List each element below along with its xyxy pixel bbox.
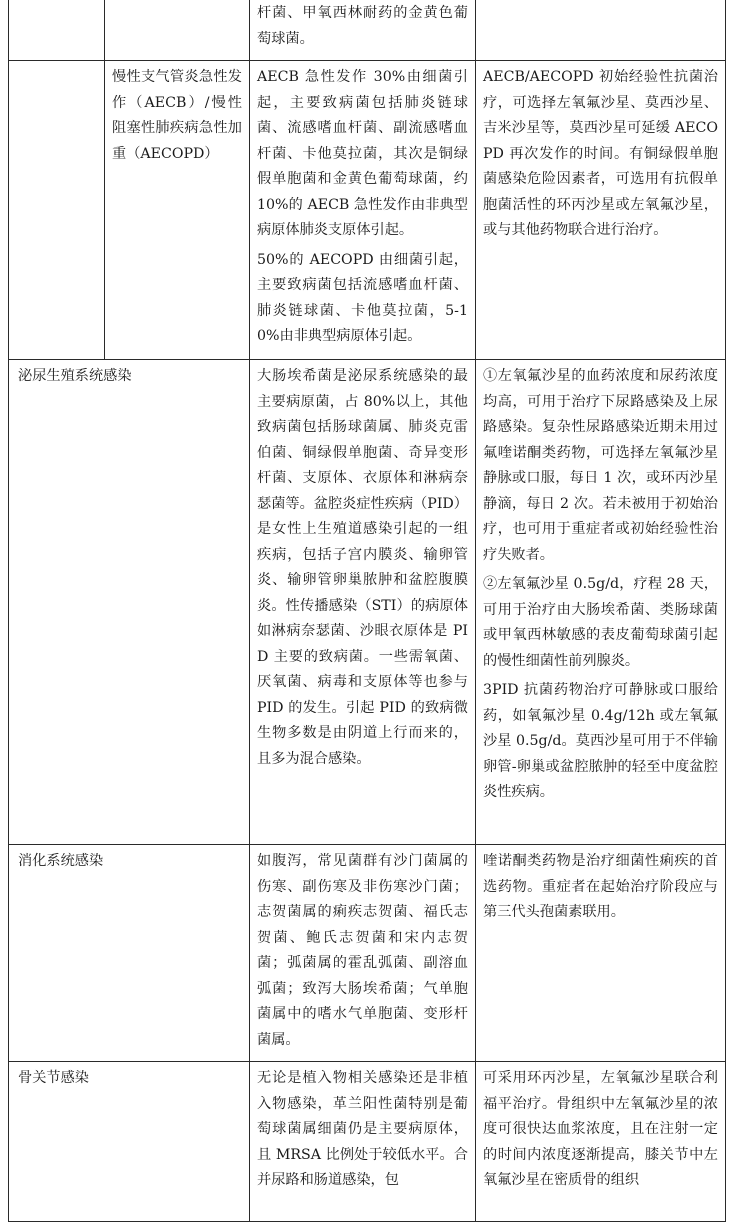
treatment-text: 喹诺酮类药物是治疗细菌性痢疾的首选药物。重症者在起始治疗阶段应与第三代头孢菌素联用。 xyxy=(483,853,718,920)
treatment-cell xyxy=(476,0,726,61)
category-cell xyxy=(9,845,250,1062)
pathogen-text: 无论是植入物相关感染还是非植入物感染，革兰阳性菌特别是葡萄球菌属细菌仍是主要病原体，且 MRSA 比例处于较低水平。合并尿路和肠道感染，包 xyxy=(257,1070,468,1188)
category-label: 骨关节感染 xyxy=(18,1070,89,1086)
pathogen-cell xyxy=(250,845,476,1062)
treatment-cell xyxy=(476,1062,726,1222)
antibiotic-indication-table xyxy=(8,0,726,1222)
category-cell xyxy=(9,1062,250,1222)
pathogen-text: 杆菌、甲氧西林耐药的金黄色葡萄球菌。 xyxy=(257,5,468,47)
treatment-text: ①左氧氟沙星的血药浓度和尿药浓度均高，可用于治疗下尿路感染及上尿路感染。复杂性尿路感染近期未用过氟喹诺酮类药物，可选择左氧氟沙星静脉或口服，每日 1 次，或环丙沙星静滴，每日 2 次。若未被用于初始治疗，也可用于重症者或初始经验性治疗失败者。 xyxy=(483,368,718,563)
category-cell xyxy=(9,360,250,845)
pathogen-cell xyxy=(250,360,476,845)
pathogen-text: 大肠埃希菌是泌尿系统感染的最主要病原菌，占 80%以上，其他致病菌包括肠球菌属、肺炎克雷伯菌、铜绿假单胞菌、奇异变形杆菌、支原体、衣原体和淋病奈瑟菌等。盆腔炎症性疾病（PID）是女性上生殖道感染引起的一组疾病，包括子宫内膜炎、输卵管炎、输卵管卵巢脓肿和盆腔腹膜炎。性传播感染（STI）的病原体如淋病奈瑟菌、沙眼衣原体是 PID 主要的致病菌。一些需氧菌、厌氧菌、病毒和支原体等也参与 PID 的发生。引起 PID 的致病微生物多数是由阴道上行而来的，且多为混合感染。 xyxy=(257,368,468,767)
pathogen-text: 50%的 AECOPD 由细菌引起，主要致病菌包括流感嗜血杆菌、肺炎链球菌、卡他莫拉菌，5-10%由非典型病原体引起。 xyxy=(257,251,468,344)
table-row xyxy=(9,845,726,1062)
table-row xyxy=(9,360,726,845)
treatment-text: AECB/AECOPD 初始经验性抗菌治疗，可选择左氧氟沙星、莫西沙星、吉米沙星等，莫西沙星可延缓 AECOPD 再次发作的时间。有铜绿假单胞菌感染危险因素者，可选用有抗假单胞菌活性的环丙沙星或左氧氟沙星，或与其他药物联合进行治疗。 xyxy=(483,69,718,238)
treatment-text: 可采用环丙沙星，左氧氟沙星联合利福平治疗。骨组织中左氧氟沙星的浓度可很快达血浆浓度，且在注射一定的时间内浓度逐渐提高，膝关节中左氧氟沙星在密质骨的组织 xyxy=(483,1070,718,1188)
category-cell xyxy=(9,61,105,360)
subcategory-cell xyxy=(105,61,250,360)
table-row xyxy=(9,61,726,360)
pathogen-cell xyxy=(250,1062,476,1222)
treatment-cell xyxy=(476,845,726,1062)
treatment-text: ②左氧氟沙星 0.5g/d，疗程 28 天，可用于治疗由大肠埃希菌、类肠球菌或甲氧西林敏感的表皮葡萄球菌引起的慢性细菌性前列腺炎。 xyxy=(483,576,718,669)
subcategory-cell xyxy=(105,0,250,61)
pathogen-text: 如腹泻，常见菌群有沙门菌属的伤寒、副伤寒及非伤寒沙门菌；志贺菌属的痢疾志贺菌、福氏志贺菌、鲍氏志贺菌和宋内志贺菌；弧菌属的霍乱弧菌、副溶血弧菌；致泻大肠埃希菌；气单胞菌属中的嗜水气单胞菌、变形杆菌属。 xyxy=(257,853,468,1048)
treatment-cell xyxy=(476,360,726,845)
category-label: 消化系统感染 xyxy=(18,853,104,869)
category-cell xyxy=(9,0,105,61)
treatment-text: 3PID 抗菌药物治疗可静脉或口服给药，如氧氟沙星 0.4g/12h 或左氧氟沙星 0.5g/d。莫西沙星可用于不伴输卵管-卵巢或盆腔脓肿的轻至中度盆腔炎性疾病。 xyxy=(483,682,718,800)
pathogen-cell xyxy=(250,61,476,360)
subcategory-label: 慢性支气管炎急性发作（AECB）/慢性阻塞性肺疾病急性加重（AECOPD） xyxy=(112,69,242,162)
pathogen-cell xyxy=(250,0,476,61)
table-row xyxy=(9,0,726,61)
pathogen-text: AECB 急性发作 30%由细菌引起，主要致病菌包括肺炎链球菌、流感嗜血杆菌、副流感嗜血杆菌、卡他莫拉菌，其次是铜绿假单胞菌和金黄色葡萄球菌，约 10%的 AECB 急性发作由非典型病原体肺炎支原体引起。 xyxy=(257,69,468,238)
table-row xyxy=(9,1062,726,1222)
treatment-cell xyxy=(476,61,726,360)
category-label: 泌尿生殖系统感染 xyxy=(18,368,132,384)
